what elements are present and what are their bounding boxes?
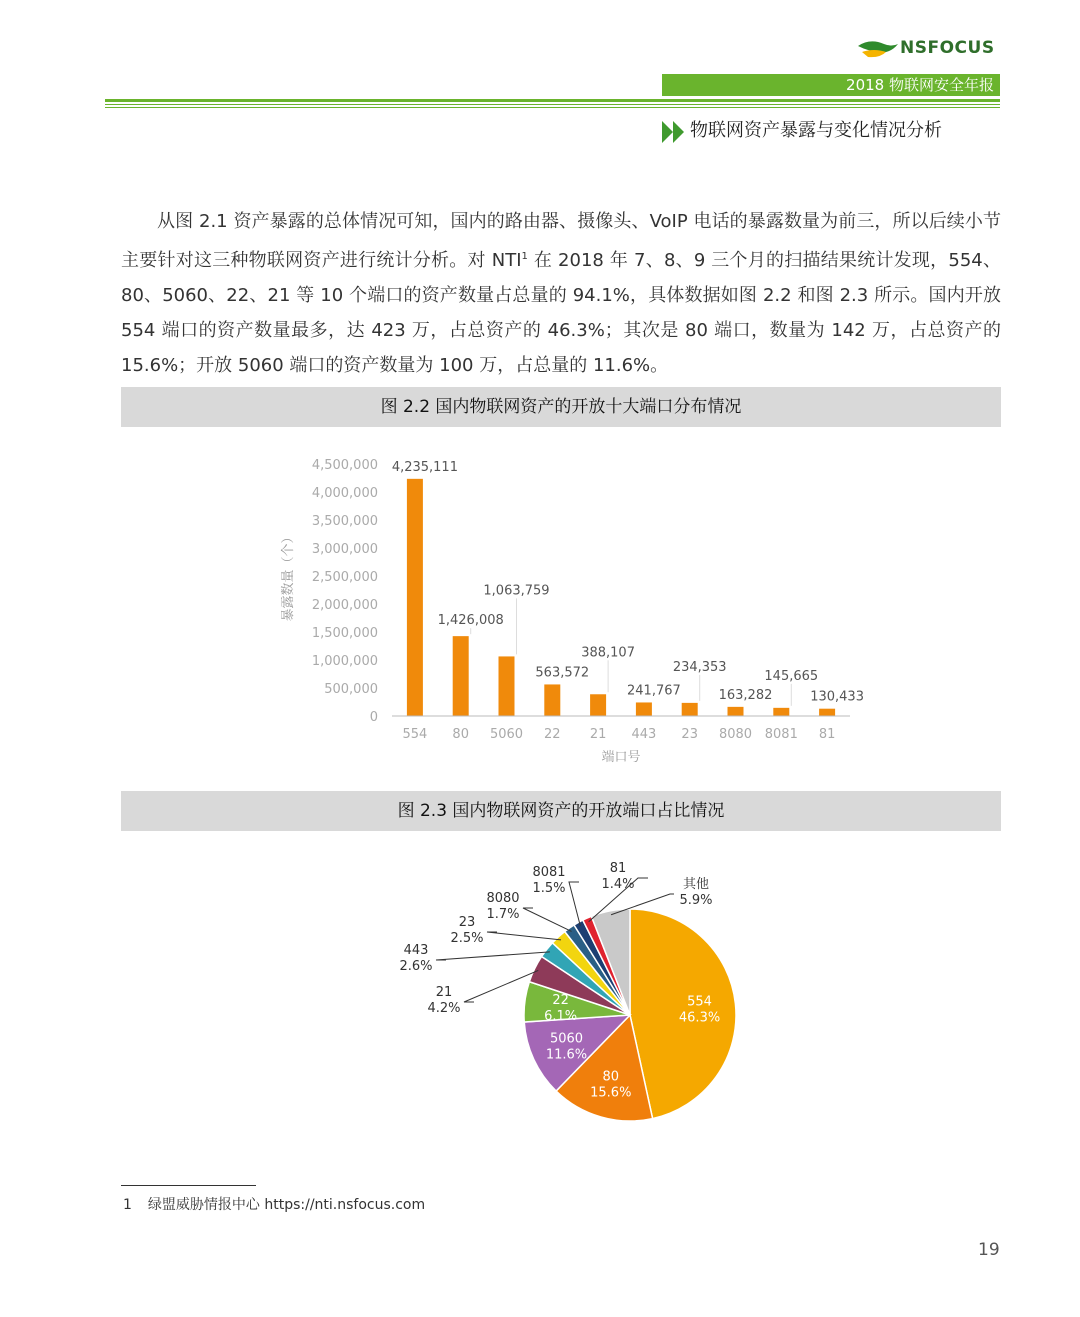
x-tick-label: 22 bbox=[544, 727, 561, 742]
y-tick-label: 0 bbox=[369, 710, 378, 725]
pie-slice-label: 554 bbox=[687, 994, 712, 1010]
y-tick-label: 4,500,000 bbox=[311, 458, 378, 473]
pie-leader-line bbox=[487, 932, 561, 940]
bar-value-label: 130,433 bbox=[810, 689, 864, 705]
pie-slice-percent: 5.9% bbox=[679, 893, 713, 908]
header-rule bbox=[105, 99, 1000, 102]
x-tick-label: 21 bbox=[589, 727, 607, 742]
y-tick-label: 3,500,000 bbox=[311, 514, 378, 529]
x-tick-label: 554 bbox=[402, 727, 428, 742]
footnote-text: 绿盟威胁情报中心 https://nti.nsfocus.com bbox=[147, 1197, 426, 1213]
paragraph-text: 从图 2.1 资产暴露的总体情况可知，国内的路由器、摄像头、VoIP 电话的暴露数量为前三，所以后续小节主要针对这三种物联网资产进行统计分析。对 NTI bbox=[121, 211, 1001, 271]
bar-value-label: 241,767 bbox=[627, 683, 681, 699]
pie-slice-label: 其他 bbox=[682, 877, 710, 892]
nsfocus-logo bbox=[856, 36, 1006, 64]
bar bbox=[728, 707, 744, 716]
paragraph-text-cont: 在 2018 年 7、8、9 三个月的扫描结果统计发现，554、80、5060、22、21 等 10 个端口的资产数量占总量的 94.1%，具体数据如图 2.2 和图 2.3 所示。国内开放 554 端口的资产数量最多，达 423 万，占总资产的 46.3%；其次是 80 端口，数量为 142 万，占总资产的 15.6%；开放 5060 端口的资产数量为 100 万，占总量的 11.6%。 bbox=[121, 250, 1001, 376]
x-tick-label: 80 bbox=[452, 727, 469, 742]
logo-mark-icon bbox=[856, 36, 900, 64]
bar-value-label: 1,063,759 bbox=[483, 583, 550, 599]
footnote-rule bbox=[121, 1185, 256, 1186]
pie-slice-label: 22 bbox=[552, 993, 569, 1009]
bar-value-label: 4,235,111 bbox=[391, 459, 458, 475]
bar bbox=[636, 702, 652, 716]
figure-2-2-title: 图 2.2 国内物联网资产的开放十大端口分布情况 bbox=[121, 387, 1001, 427]
pie-slice-percent: 1.4% bbox=[601, 877, 635, 892]
bar-value-label: 234,353 bbox=[672, 659, 727, 675]
footnote-ref[interactable]: 1 bbox=[521, 251, 528, 262]
pie-slice-label: 8080 bbox=[486, 891, 520, 906]
x-tick-label: 23 bbox=[681, 727, 698, 742]
bar-chart bbox=[270, 440, 870, 775]
body-paragraph bbox=[121, 204, 1001, 383]
x-tick-label: 8080 bbox=[718, 727, 753, 742]
pie-slice-percent: 1.7% bbox=[486, 907, 520, 922]
bar bbox=[453, 636, 469, 716]
pie-slice-percent: 11.6% bbox=[545, 1047, 588, 1063]
bar-value-label: 145,665 bbox=[764, 668, 819, 684]
x-tick-label: 5060 bbox=[489, 727, 524, 742]
pie-slice-percent: 4.2% bbox=[427, 1001, 461, 1016]
bar-value-label: 1,426,008 bbox=[437, 613, 504, 629]
pie-slice-label: 23 bbox=[458, 915, 476, 930]
pie-leader-line bbox=[523, 908, 572, 931]
pie-slice-percent: 2.5% bbox=[450, 931, 484, 946]
pie-slice-percent: 46.3% bbox=[678, 1010, 721, 1026]
footnote bbox=[123, 1194, 425, 1214]
header-rule-thin bbox=[105, 107, 1000, 108]
footnote-number: 1 bbox=[123, 1197, 132, 1213]
x-tick-label: 81 bbox=[818, 727, 836, 742]
bar bbox=[682, 703, 698, 716]
y-tick-label: 2,500,000 bbox=[311, 570, 378, 585]
pie-slice-label: 21 bbox=[435, 985, 453, 1000]
bar bbox=[499, 656, 515, 716]
x-axis-label: 端口号 bbox=[601, 750, 641, 765]
x-tick-label: 8081 bbox=[764, 727, 798, 742]
figure-2-3-title: 图 2.3 国内物联网资产的开放端口占比情况 bbox=[121, 791, 1001, 831]
pie-chart bbox=[380, 850, 800, 1140]
y-tick-label: 1,500,000 bbox=[311, 626, 378, 641]
pie-slice-label: 80 bbox=[602, 1069, 620, 1085]
y-tick-label: 500,000 bbox=[324, 682, 378, 697]
page-number: 19 bbox=[978, 1240, 1000, 1260]
y-axis-label: 暴露数量（个） bbox=[281, 530, 296, 622]
bar-value-label: 563,572 bbox=[535, 665, 590, 681]
pie-slice-label: 5060 bbox=[549, 1031, 584, 1047]
y-tick-label: 4,000,000 bbox=[311, 486, 378, 501]
bar bbox=[407, 479, 423, 716]
bar bbox=[544, 684, 560, 716]
y-tick-label: 3,000,000 bbox=[311, 542, 378, 557]
bar-value-label: 388,107 bbox=[581, 645, 635, 661]
report-title-bar: 2018 物联网安全年报 bbox=[662, 74, 1000, 96]
bar-value-label: 163,282 bbox=[718, 687, 773, 703]
pie-slice-percent: 15.6% bbox=[590, 1085, 632, 1101]
header-rule-thin bbox=[105, 104, 1000, 105]
pie-slice-percent: 6.1% bbox=[544, 1009, 578, 1025]
pie-slice-label: 8081 bbox=[532, 865, 566, 880]
pie-leader-line bbox=[569, 882, 580, 926]
bar bbox=[590, 694, 606, 716]
pie-slice-percent: 1.5% bbox=[532, 881, 566, 896]
y-tick-label: 1,000,000 bbox=[311, 654, 378, 669]
pie-slice-label: 443 bbox=[403, 943, 429, 958]
bar bbox=[819, 709, 835, 716]
section-title: 物联网资产暴露与变化情况分析 bbox=[690, 120, 942, 141]
double-chevron-icon bbox=[662, 121, 686, 143]
bar bbox=[773, 708, 789, 716]
pie-leader-line bbox=[436, 952, 550, 960]
x-tick-label: 443 bbox=[631, 727, 657, 742]
y-tick-label: 2,000,000 bbox=[311, 598, 378, 613]
logo-text: NSFOCUS bbox=[900, 38, 995, 58]
pie-slice-percent: 2.6% bbox=[399, 959, 433, 974]
pie-slice-label: 81 bbox=[609, 861, 627, 876]
